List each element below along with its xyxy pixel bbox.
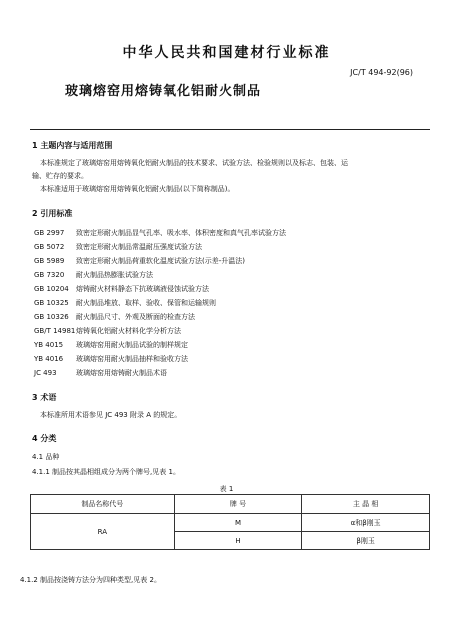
subsection-4-1: 4.1 品种: [32, 453, 60, 461]
section-1-para-2: 本标准适用于玻璃熔窑用熔铸氧化铝耐火制品(以下简称制品)。: [40, 185, 235, 193]
reference-code: GB/T 14981: [34, 327, 76, 335]
reference-item: [34, 368, 167, 378]
reference-code: GB 5989: [34, 257, 65, 265]
reference-title: 致密定形耐火制品显气孔率、吸水率、体积密度和真气孔率试验方法: [76, 229, 286, 237]
table-header-name: 制品名称代号: [31, 495, 175, 514]
reference-title: 致密定形耐火制品常温耐压强度试验方法: [76, 243, 202, 251]
reference-code: GB 5072: [34, 243, 65, 251]
reference-title: 致密定形耐火制品荷重软化温度试验方法(示差-升温法): [76, 257, 245, 265]
title-divider: [30, 129, 430, 130]
reference-code: GB 2997: [34, 229, 65, 237]
table-header-grade: 牌 号: [174, 495, 302, 514]
reference-title: 玻璃熔窑用熔铸耐火制品术语: [76, 369, 167, 377]
reference-code: YB 4016: [34, 355, 64, 363]
reference-item: [34, 298, 216, 308]
org-standard-title: 中华人民共和国建材行业标准: [122, 45, 331, 61]
document-title: 玻璃熔窑用熔铸氧化铝耐火制品: [65, 84, 262, 99]
reference-title: 耐火制品尺寸、外观及断面的检查方法: [76, 313, 195, 321]
reference-code: GB 10326: [34, 313, 69, 321]
table-header-row: [31, 495, 430, 514]
reference-title: 耐火制品堆放、取样、验收、保管和运输规则: [76, 299, 216, 307]
section-4-heading: 4 分类: [32, 434, 57, 443]
reference-item: [34, 228, 286, 238]
reference-title: 耐火制品热膨胀试验方法: [76, 271, 153, 279]
table-header-phase: 主 晶 相: [302, 495, 430, 514]
reference-title: 玻璃熔窑用耐火制品试验的制样规定: [76, 341, 188, 349]
table-cell-name: RA: [31, 514, 175, 550]
section-1-para-1-line-1: 本标准规定了玻璃熔窑用熔铸氧化铝耐火制品的技术要求、试验方法、检验规则以及标志、包装、运: [40, 159, 348, 167]
reference-item: [34, 354, 188, 364]
table-cell-grade: M: [174, 514, 302, 532]
section-3-heading: 3 术语: [32, 393, 57, 402]
reference-title: 玻璃熔窑用耐火制品抽样和验收方法: [76, 355, 188, 363]
table-row: [31, 514, 430, 532]
table-cell-phase: α和β刚玉: [302, 514, 430, 532]
reference-code: GB 10325: [34, 299, 69, 307]
reference-title: 熔铸氧化铝耐火材料化学分析方法: [76, 327, 181, 335]
reference-item: [34, 312, 195, 322]
section-3-text: 本标准所用术语参见 JC 493 附录 A 的规定。: [40, 411, 182, 419]
section-1-heading: 1 主题内容与适用范围: [32, 141, 113, 150]
reference-item: [34, 340, 188, 350]
subsection-4-1-2: 4.1.2 制品按浇铸方法分为四种类型,见表 2。: [20, 576, 161, 584]
table-1: [30, 494, 430, 550]
section-1-para-1-line-2: 输、贮存的要求。: [32, 172, 88, 180]
reference-code: GB 10204: [34, 285, 69, 293]
reference-item: [34, 284, 209, 294]
reference-item: [34, 242, 202, 252]
table-cell-grade: H: [174, 532, 302, 550]
subsection-4-1-1: 4.1.1 制品按其晶相组成分为两个牌号,见表 1。: [32, 468, 180, 476]
section-2-heading: 2 引用标准: [32, 209, 73, 218]
reference-code: JC 493: [34, 369, 57, 377]
table-cell-phase: β刚玉: [302, 532, 430, 550]
reference-item: [34, 256, 245, 266]
reference-code: GB 7320: [34, 271, 65, 279]
reference-title: 熔铸耐火材料静态下抗玻璃液侵蚀试验方法: [76, 285, 209, 293]
standard-number: JC/T 494-92(96): [350, 68, 413, 77]
reference-item: [34, 326, 181, 336]
reference-item: [34, 270, 153, 280]
reference-code: YB 4015: [34, 341, 64, 349]
table-1-caption: 表 1: [219, 485, 234, 493]
